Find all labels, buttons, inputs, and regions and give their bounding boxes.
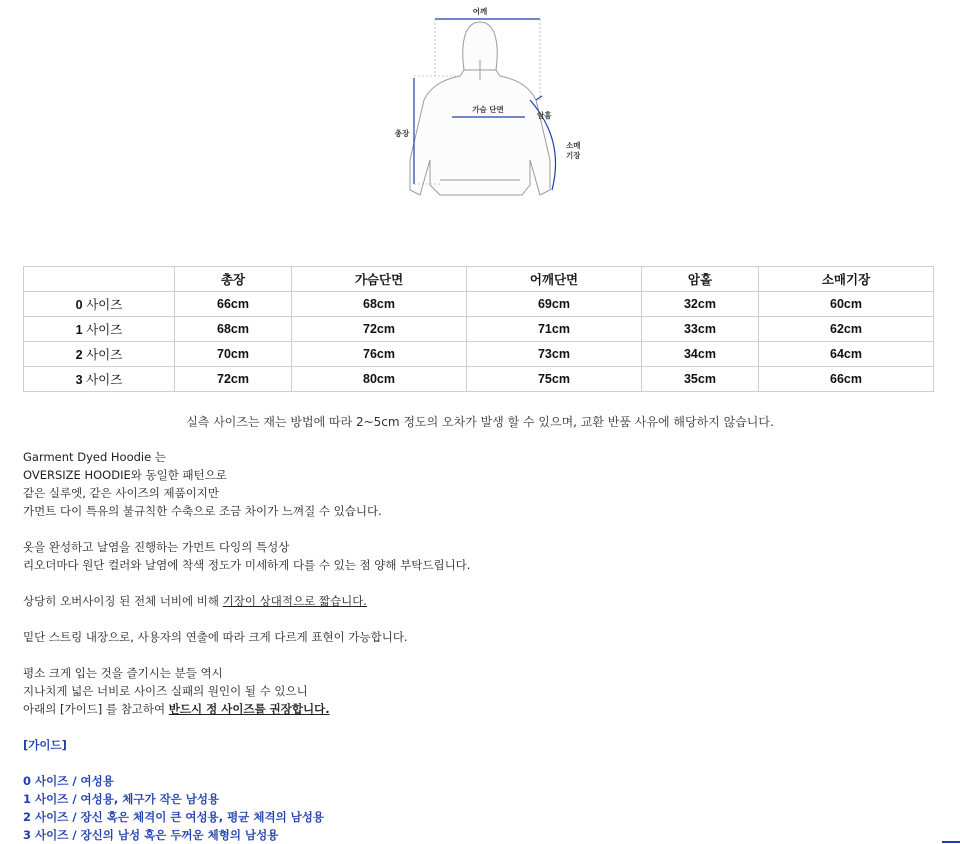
desc-line: 지나치게 넓은 너비로 사이즈 실패의 원인이 될 수 있으니	[23, 684, 308, 698]
table-cell: 69cm	[467, 292, 642, 317]
guide-item: 0 사이즈 / 여성용	[23, 774, 114, 788]
desc-line: OVERSIZE HOODIE와 동일한 패턴으로	[23, 468, 227, 482]
table-cell: 60cm	[759, 292, 934, 317]
table-cell: 33cm	[641, 317, 758, 342]
table-row	[24, 317, 934, 342]
table-row	[24, 342, 934, 367]
desc-line: 평소 크게 입는 것을 즐기시는 분들 역시	[23, 666, 223, 680]
table-header-cell	[24, 267, 175, 292]
guide-item: 3 사이즈 / 장신의 남성 혹은 두꺼운 체형의 남성용	[23, 828, 279, 842]
corner-accent-bar	[942, 841, 960, 843]
table-row	[24, 292, 934, 317]
product-description	[23, 448, 470, 844]
desc-line: 아래의 [가이드] 를 참고하여 반드시 정 사이즈를 권장합니다.	[23, 702, 330, 716]
chest-label: 가슴 단면	[472, 105, 504, 114]
table-header-row	[24, 267, 934, 292]
armhole-label: 암홀	[537, 111, 552, 120]
table-cell: 80cm	[292, 367, 467, 392]
desc-line: 리오더마다 원단 컬러와 날염에 착색 정도가 미세하게 다를 수 있는 점 양해 부탁드립니다.	[23, 558, 471, 572]
desc-line: 상당히 오버사이징 된 전체 너비에 비해 기장이 상대적으로 짧습니다.	[23, 594, 367, 608]
table-cell: 72cm	[292, 317, 467, 342]
row-label: 0 사이즈	[24, 292, 175, 317]
table-cell: 71cm	[467, 317, 642, 342]
table-header-cell: 어깨단면	[467, 267, 642, 292]
sleeve-label-1: 소매	[566, 141, 580, 150]
desc-line: 가먼트 다이 특유의 불규칙한 수축으로 조금 차이가 느껴질 수 있습니다.	[23, 504, 382, 518]
length-warning: 기장이 상대적으로 짧습니다.	[222, 594, 367, 608]
table-cell: 64cm	[759, 342, 934, 367]
table-header-cell: 가슴단면	[292, 267, 467, 292]
table-cell: 32cm	[641, 292, 758, 317]
size-recommendation: 반드시 정 사이즈를 권장합니다.	[168, 702, 330, 716]
desc-line: 밑단 스트링 내장으로, 사용자의 연출에 따라 크게 다르게 표현이 가능합니다.	[23, 630, 408, 644]
length-label: 총장	[394, 129, 410, 138]
table-header-cell: 총장	[175, 267, 292, 292]
table-cell: 34cm	[641, 342, 758, 367]
hoodie-measurement-diagram	[380, 0, 580, 215]
shoulder-label: 어깨	[472, 7, 488, 16]
desc-line: Garment Dyed Hoodie 는	[23, 450, 166, 464]
table-header-cell: 암홀	[641, 267, 758, 292]
table-cell: 66cm	[175, 292, 292, 317]
row-label: 2 사이즈	[24, 342, 175, 367]
table-cell: 76cm	[292, 342, 467, 367]
desc-line: 옷을 완성하고 날염을 진행하는 가먼트 다잉의 특성상	[23, 540, 290, 554]
guide-item: 2 사이즈 / 장신 혹은 체격이 큰 여성용, 평균 체격의 남성용	[23, 810, 325, 824]
table-row	[24, 367, 934, 392]
table-cell: 70cm	[175, 342, 292, 367]
size-table	[23, 266, 934, 392]
table-cell: 35cm	[641, 367, 758, 392]
table-cell: 72cm	[175, 367, 292, 392]
guide-title: [가이드]	[23, 738, 67, 752]
guide-item: 1 사이즈 / 여성용, 체구가 작은 남성용	[23, 792, 220, 806]
table-cell: 68cm	[175, 317, 292, 342]
table-cell: 73cm	[467, 342, 642, 367]
table-cell: 62cm	[759, 317, 934, 342]
sleeve-label-2: 기장	[566, 151, 580, 160]
table-cell: 68cm	[292, 292, 467, 317]
row-label: 1 사이즈	[24, 317, 175, 342]
table-header-cell: 소매기장	[759, 267, 934, 292]
row-label: 3 사이즈	[24, 367, 175, 392]
measurement-note: 실측 사이즈는 재는 방법에 따라 2~5cm 정도의 오차가 발생 할 수 있으며, 교환 반품 사유에 해당하지 않습니다.	[186, 415, 774, 429]
table-cell: 75cm	[467, 367, 642, 392]
desc-line: 같은 실루엣, 같은 사이즈의 제품이지만	[23, 486, 220, 500]
table-cell: 66cm	[759, 367, 934, 392]
